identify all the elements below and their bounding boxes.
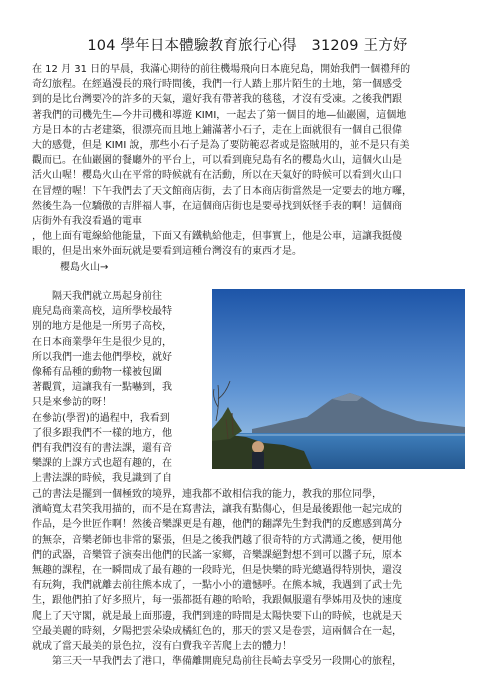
text-line: 觀而已。在仙巖園的餐廳外的平台上，可以看到鹿兒島有名的櫻島火山，這個火山是 [32,155,402,167]
sakurajima-volcano-photo [212,289,465,469]
text-line: 生，跟他們拍了好多照片，每一張都挺有趣的哈哈，我跟佩服還有學姊用及快的速度 [32,595,402,607]
text-line: 第三天一早我們去了港口，準備離開鹿兒島前往長崎去享受另一段開心的旅程， [32,656,402,668]
text-line: 濱崎寬太君笑我用描的，而不是在寫書法，讓我有點傷心，但是最後跟他一起完成的 [32,504,402,516]
text-line: 在日本商業學年生是很少見的， [32,336,172,348]
text-line: 只是來參訪的呀！ [32,397,112,409]
text-line: 在參訪(學習)的過程中，我看到 [32,412,170,424]
text-line: 鹿兒島商業高校，這所學校最特 [32,306,172,318]
text-line: 著我們的司機先生—今井司機和導遊 KIMI，一起去了第一個目的地—仙巖園，這個地 [32,109,407,121]
text-line: 的無奈，音樂老師也非常的緊張，但是之後我們越了很奇特的方式溝通之後，便用他 [32,534,402,546]
text-line: 樂課的上課方式也超有趣的，在 [32,458,172,470]
text-line: 無趣的課程，在一瞬間成了最有趣的一段時光，但是快樂的時光總過得特別快，還沒 [32,565,402,576]
text-line: 上書法課的時候，我見識到了自 [32,473,172,485]
text-line: 著觀賞，這讓我有一點嚇到，我 [32,382,172,394]
text-line: 就成了當天最美的景色拉，沒有白費我辛苦爬上去的體力！ [32,641,292,652]
text-line: 了很多跟我們不一樣的地方，他 [32,427,172,439]
text-line: 然後生為一位驕傲的吉胖福人事，在這個商店街也是要尋找到妖怪手表的啊！這個商 [32,200,402,212]
text-line: 店街外有我沒看過的電車 [32,216,142,227]
text-line: 在冒煙的喔！下午我們去了天文館商店街，去了日本商店街當然是一定要去的地方囉， [32,185,412,197]
text-line: 爬上了天守閣，就是最上面那邊，我們到達的時間是太陽快要下山的時候，也就是天 [32,610,402,622]
text-line: 像稀有品種的動物一樣被包圍 [32,367,162,378]
text-line: 到的是比台灣要冷的許多的天氣，還好我有帶著我的毯毯，才沒有受凍。之後我們跟 [32,94,402,106]
text-line: 所以我們一進去他們學校，就好 [32,351,172,363]
text-line: 有玩夠，我們就離去前往熊本成了，一點小小的遺憾呼。在熊本城，我遇到了武士先 [32,580,402,592]
text-line: 方是日本的古老建築，很漂亮而且地上鋪滿著小石子，走在上面就很有一個自己很偉 [32,124,402,136]
photo-caption: 櫻島火山→ [60,262,109,273]
text-line: 大的感覺，但是 KIMI 說，那些小石子是為了要防範忍者或是盜賊用的，並不是只有美 [32,140,410,151]
text-line: 活火山喔！櫻島火山在平常的時候就有在活動，所以在天氣好的時候可以看到火山口 [32,170,402,182]
text-line: 在 12 月 31 日的早晨，我滿心期待的前往機場飛向日本鹿兒島，開始我們一個禮拜的 [32,64,411,75]
document-title: 104 學年日本體驗教育旅行心得 31209 王方妤 [87,38,408,54]
text-line: 們的武器，音樂管子演奏出他們的民謠一家鄉，音樂課絕對想不到可以醬子玩，原本 [32,549,402,561]
text-line: 隔天我們就立馬起身前往 [32,291,162,302]
text-line: 空最美麗的時刻，夕陽把雲朵染成橘紅色的，那天的雲又是卷雲，這兩個合在一起， [32,625,402,637]
text-line: 奇幻旅程。在經過漫長的飛行時間後，我們一行人踏上那片陌生的土地，第一個感受 [32,79,402,91]
text-line: 己的書法是擺到一個極致的境界，連我都不敢相信我的能力，教我的那位同學， [32,489,382,500]
text-line: 們有我們沒有的書法課，還有音 [32,443,172,454]
text-line: 別的地方是他是一所男子高校， [32,321,172,333]
text-line: 眼的，但是出來外面玩就是要看到這種台灣沒有的東西才是。 [32,246,302,258]
text-line: ，他上面有電線給他能量，下面又有鐵軌給他走，但事實上，他是公車，這讓我挺傻 [32,231,402,243]
text-line: 作品，是今世匠作啊！然後音樂課更是有趣，他們的翻譯先生對我們的反應感到萬分 [32,519,402,531]
